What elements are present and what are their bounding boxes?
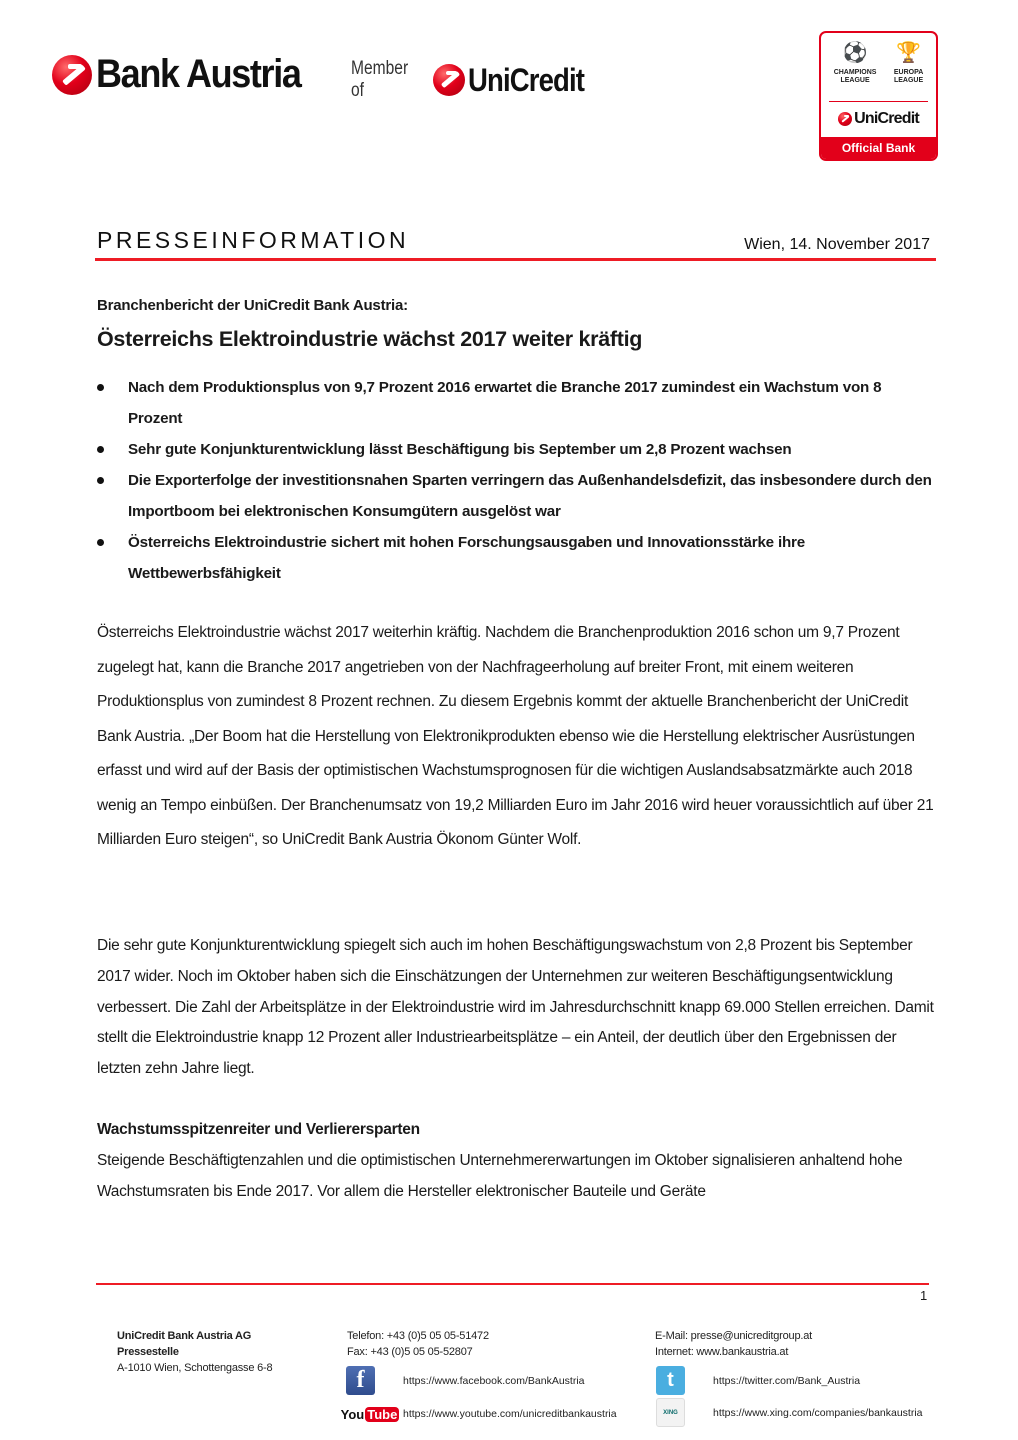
section-subheading: Wachstumsspitzenreiter und Verlierersparten — [97, 1121, 420, 1138]
facebook-link[interactable] — [346, 1366, 585, 1395]
unicredit-ball-icon — [52, 55, 92, 95]
twitter-url[interactable]: https://twitter.com/Bank_Austria — [713, 1374, 861, 1387]
twitter-link[interactable] — [656, 1366, 860, 1395]
unicredit-ball-icon — [838, 112, 852, 126]
facebook-url[interactable]: https://www.facebook.com/BankAustria — [403, 1374, 585, 1387]
unicredit-wordmark: UniCredit — [468, 61, 585, 98]
league-logos — [821, 33, 936, 95]
website-link[interactable]: Internet: www.bankaustria.at — [655, 1346, 789, 1358]
bullet-icon — [97, 477, 104, 484]
bank-austria-logo — [52, 52, 323, 97]
xing-icon: XING — [656, 1398, 685, 1427]
unicredit-ball-icon — [433, 64, 465, 96]
key-point: Österreichs Elektroindustrie sichert mit hohen Forschungsausgaben und Innovationsstärke ihre Wettbewerbsfähigkeit — [97, 527, 937, 589]
header-divider — [95, 258, 936, 261]
article-headline: Österreichs Elektroindustrie wächst 2017 weiter kräftig — [97, 327, 643, 351]
company-name: UniCredit Bank Austria AG — [117, 1330, 252, 1342]
body-paragraph: Steigende Beschäftigtenzahlen und die optimistischen Unternehmererwartungen im Oktober signalisieren anhaltend hohe Wachstumsraten bis Ende 2017. Vor allem die Hersteller elektronischer Bauteile und Geräte — [97, 1152, 903, 1200]
official-bank-label: Official Bank — [821, 137, 936, 159]
bullet-icon — [97, 384, 104, 391]
youtube-url[interactable]: https://www.youtube.com/unicreditbankaustria — [403, 1408, 617, 1420]
fax-number: Fax: +43 (0)5 05 05-52807 — [347, 1346, 473, 1358]
document-type-title: PRESSEINFORMATION — [97, 227, 410, 253]
bullet-icon — [97, 446, 104, 453]
bank-austria-wordmark: Bank Austria — [96, 52, 301, 96]
member-of-label: Member of — [351, 58, 409, 101]
facebook-icon: f — [346, 1366, 375, 1395]
footer-divider — [96, 1283, 929, 1285]
xing-url[interactable]: https://www.xing.com/companies/bankaustria — [713, 1406, 923, 1419]
key-points-list — [97, 372, 937, 589]
footer-contact — [655, 1328, 812, 1360]
bullet-icon — [97, 539, 104, 546]
member-of-unicredit-logo — [351, 58, 603, 102]
xing-link[interactable] — [656, 1398, 923, 1427]
europa-league-logo: 🏆 EUROPA LEAGUE — [893, 42, 924, 84]
email-link[interactable]: E-Mail: presse@unicreditgroup.at — [655, 1330, 813, 1342]
youtube-icon: You Tube — [340, 1406, 398, 1422]
body-paragraph: Die sehr gute Konjunkturentwicklung spiegelt sich auch im hohen Beschäftigungswachstum von 2,8 Prozent bis September 2017 wider. Noch im Oktober haben sich die Einschätzungen der Unternehmen zur weiteren Beschäftigungsentwicklung verbessert. Die Zahl der Arbeitsplätze in der Elektroindustrie wird im Jahresdurchschnitt knapp 69.000 Stellen erreichen. Damit stellt die Elektroindustrie knapp 12 Prozent aller Industriearbeitsplätze – ein Anteil, der deutlich über den Ergebnissen der letzten zehn Jahre liegt. — [97, 937, 934, 1078]
key-point: Sehr gute Konjunkturentwicklung lässt Beschäftigung bis September um 2,8 Prozent wachsen — [97, 434, 937, 465]
street-address: A-1010 Wien, Schottengasse 6-8 — [117, 1362, 273, 1374]
champions-league-logo: ⚽ CHAMPIONS LEAGUE — [833, 42, 877, 84]
key-point: Die Exporterfolge der investitionsnahen Sparten verringern das Außenhandelsdefizit, das insbesondere durch den Importboom bei elektronischen Konsumgütern ausgelöst war — [97, 465, 937, 527]
document-date: Wien, 14. November 2017 — [744, 236, 930, 253]
youtube-link[interactable] — [340, 1403, 617, 1425]
article-kicker: Branchenbericht der UniCredit Bank Austria: — [97, 297, 408, 314]
trophy-icon: 🏆 — [896, 42, 922, 64]
badge-divider — [829, 101, 928, 102]
footer-address — [117, 1328, 272, 1376]
official-bank-badge — [819, 31, 938, 161]
twitter-icon: t — [656, 1366, 685, 1395]
phone-number: Telefon: +43 (0)5 05 05-51472 — [347, 1330, 489, 1342]
page-number: 1 — [920, 1288, 928, 1303]
badge-unicredit-logo: UniCredit — [821, 110, 936, 128]
body-paragraph: Österreichs Elektroindustrie wächst 2017 weiterhin kräftig. Nachdem die Branchenproduktion 2016 schon um 9,7 Prozent zugelegt hat, kann die Branche 2017 angetrieben von der Nachfrageerholung auf breiter Front, mit einem weiteren Produktionsplus von zumindest 8 Prozent rechnen. Zu diesem Ergebnis kommt der aktuelle Branchenbericht der UniCredit Bank Austria. „Der Boom hat die Herstellung von Elektronikprodukten ebenso wie die Herstellung elektrischer Ausrüstungen erfasst und wird auf der Basis der optimistischen Wachstumsprognosen für die wichtigen Auslandsabsatzmärkte auch 2018 wenig an Tempo einbüßen. Der Branchenumsatz von 19,2 Milliarden Euro im Jahr 2016 wird heuer voraussichtlich auf über 21 Milliarden Euro steigen“, so UniCredit Bank Austria Ökonom Günter Wolf. — [97, 624, 934, 848]
key-point: Nach dem Produktionsplus von 9,7 Prozent 2016 erwartet die Branche 2017 zumindest ein Wachstum von 8 Prozent — [97, 372, 937, 434]
starball-icon: ⚽ — [842, 42, 868, 64]
department-name: Pressestelle — [117, 1346, 179, 1358]
footer-phone-fax — [347, 1328, 489, 1360]
